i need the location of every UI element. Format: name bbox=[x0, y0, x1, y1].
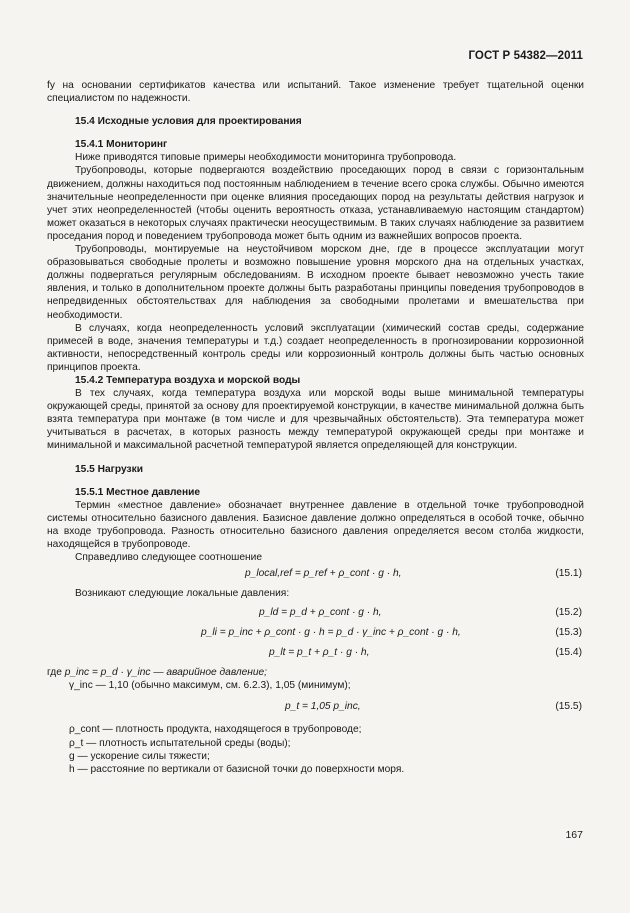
definition-item: g — ускорение силы тяжести; bbox=[69, 750, 210, 762]
formula-15-3 bbox=[47, 626, 584, 643]
paragraph: Справедливо следующее соотношение bbox=[75, 552, 263, 564]
where-label: где bbox=[47, 667, 62, 679]
page-content bbox=[47, 79, 584, 776]
page-number: 167 bbox=[565, 829, 583, 841]
formula-body: p_li = p_inc + ρ_cont · g · h = p_d · γ_inc + ρ_cont · g · h, bbox=[201, 627, 461, 639]
formula-number: (15.5) bbox=[555, 701, 582, 713]
paragraph: Трубопроводы, монтируемые на неустойчивом морском дне, где в процессе эксплуатации могут образовываться свободные пролеты и возможно повышение уровня морского дна на отдельных участках, должны подвергаться регулярным обследованиям. В исходном проекте бывает невозможно учесть такие явления, и только в дополнительном проекте должны быть разработаны принципы поведения трубопроводов в непредвиденных обстоятельствах для наблюдения за свободными пролетами и вмешательства при необходимости. bbox=[47, 244, 584, 321]
paragraph-continued: fy на основании сертификатов качества или испытаний. Такое изменение требует тщательной оценки специалистом по надежности. bbox=[47, 80, 584, 105]
paragraph: Термин «местное давление» обозначает внутреннее давление в отдельной точке трубопроводной системы относительно базисного давления. Базисное давление должно определяться в особой точке, обычно на входе трубопровода. Разность относительно базисного давления определяется весом столба жидкости, находящейся в трубопроводе. bbox=[47, 499, 584, 550]
formula-15-4 bbox=[47, 646, 584, 663]
paragraph: Трубопроводы, которые подвергаются воздействию проседающих пород в связи с горизонтальным движением, должны находиться под постоянным наблюдением в течение всего срока службы. Обычно имеются значительные неопределенности при оценке влияния проседающих пород на результаты действия нагрузок и учет этих неопределенностей (чтобы оценить вероятность отказа, устанавливаемую настоящим стандартом) может оказаться в некоторых случаях практически неосуществимым. В таких случаях наблюдение за развитием проседания пород и поведением трубопровода может быть одним из важнейших вопросов проекта. bbox=[47, 165, 584, 242]
formula-number: (15.1) bbox=[555, 568, 582, 580]
definition-item: ρ_t — плотность испытательной среды (воды); bbox=[69, 737, 291, 749]
formula-15-1 bbox=[47, 567, 584, 584]
paragraph: В случаях, когда неопределенность условий эксплуатации (химический состав среды, содержание примесей в воде, значения температуры и т.д.) создает неопределенность в прогнозировании коррозионной активности, непосредственный контроль среды или коррозионный контроль должны быть частью основных принципов проекта. bbox=[47, 322, 584, 373]
definition-item: h — расстояние по вертикали от базисной точки до поверхности моря. bbox=[69, 763, 405, 775]
formula-body: p_t = 1,05 p_inc, bbox=[285, 701, 361, 713]
definition-item: ρ_cont — плотность продукта, находящегося в трубопроводе; bbox=[69, 724, 362, 736]
definitions-block bbox=[47, 666, 584, 692]
definition-where bbox=[47, 666, 584, 679]
section-heading-15-4: 15.4 Исходные условия для проектирования bbox=[75, 116, 302, 128]
section-heading-15-4-2: 15.4.2 Температура воздуха и морской воды bbox=[75, 374, 301, 386]
paragraph: Возникают следующие локальные давления: bbox=[75, 588, 290, 600]
formula-number: (15.3) bbox=[555, 627, 582, 639]
paragraph: В тех случаях, когда температура воздуха или морской воды выше минимальной температуры окружающей среды, принятой за основу для проектируемой конструкции, в качестве минимальной должна быть взята температура при монтаже (в том числе и для чрезвычайных обстоятельств). Эта температура может учитываться в расчетах, в которых разность между температурой окружающей среды при монтаже и минимальной и максимальной расчетной температурой является определяющей для конструкции. bbox=[47, 388, 584, 452]
paragraph: Ниже приводятся типовые примеры необходимости мониторинга трубопровода. bbox=[75, 152, 457, 164]
definitions-block bbox=[47, 723, 584, 775]
definition-item: p_inc = p_d · γ_inc — аварийное давление; bbox=[64, 667, 268, 679]
formula-15-5 bbox=[47, 700, 584, 717]
section-heading-15-4-1: 15.4.1 Мониторинг bbox=[75, 139, 168, 151]
formula-number: (15.4) bbox=[555, 647, 582, 659]
formula-15-2 bbox=[47, 606, 584, 623]
formula-body: p_local,ref = p_ref + ρ_cont · g · h, bbox=[245, 568, 402, 580]
section-heading-15-5-1: 15.5.1 Местное давление bbox=[75, 486, 201, 498]
standard-header: ГОСТ Р 54382—2011 bbox=[468, 50, 583, 62]
definition-item: γ_inc — 1,10 (обычно максимум, см. 6.2.3), 1,05 (минимум); bbox=[69, 680, 351, 692]
section-heading-15-5: 15.5 Нагрузки bbox=[75, 463, 143, 475]
formula-body: p_ld = p_d + ρ_cont · g · h, bbox=[259, 607, 382, 619]
formula-body: p_lt = p_t + ρ_t · g · h, bbox=[269, 647, 370, 659]
formula-number: (15.2) bbox=[555, 607, 582, 619]
